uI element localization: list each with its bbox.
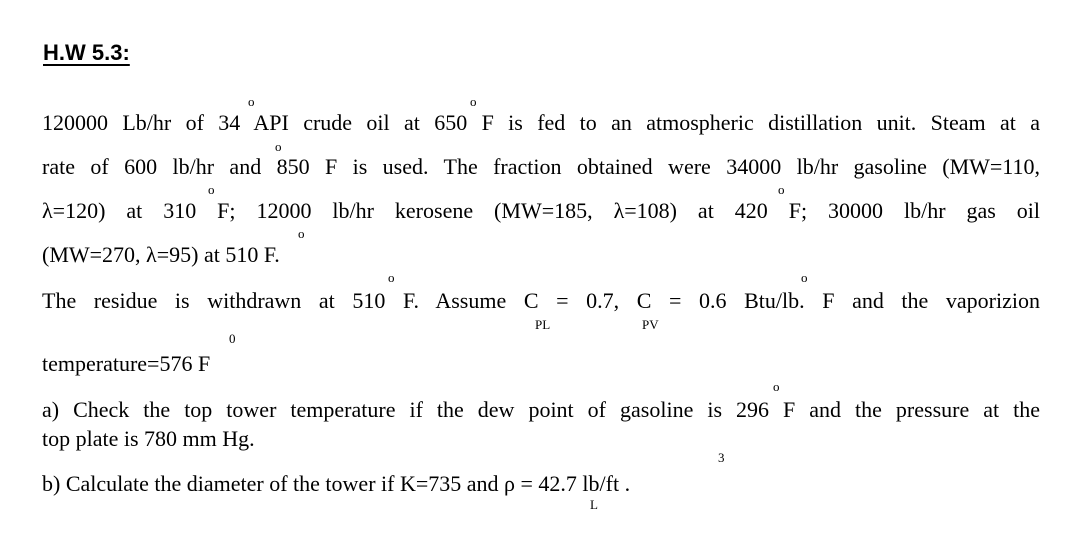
problem-line-3: λ=120) at 310 F; 12000 lb/hr kerosene (MW=185, λ=108) at 420 F; 30000 lb/hr gas oil bbox=[42, 198, 1040, 223]
question-a-line-2: top plate is 780 mm Hg. bbox=[42, 426, 255, 451]
degree-mark-gasoline: o bbox=[208, 182, 215, 197]
problem-line-2: rate of 600 lb/hr and 850 F is used. The fraction obtained were 34000 lb/hr gasoline (MW=110, bbox=[42, 154, 1040, 179]
degree-mark-cp: o bbox=[801, 270, 808, 285]
degree-mark-dewpoint: o bbox=[773, 379, 780, 394]
degree-mark-steam: o bbox=[275, 139, 282, 154]
problem-line-6: temperature=576 F bbox=[42, 351, 211, 376]
degree-mark-feed: o bbox=[470, 94, 477, 109]
problem-line-5: The residue is withdrawn at 510 F. Assume C = 0.7, C = 0.6 Btu/lb. F and the vaporizion bbox=[42, 288, 1040, 313]
degree-mark-gasoil: o bbox=[298, 226, 305, 241]
cubic-exponent: 3 bbox=[718, 450, 725, 465]
subscript-pl: PL bbox=[535, 317, 551, 332]
subscript-rho-l: L bbox=[590, 497, 598, 512]
question-a-line-1: a) Check the top tower temperature if the dew point of gasoline is 296 F and the pressure at the bbox=[42, 397, 1040, 422]
degree-mark-kerosene: o bbox=[778, 182, 785, 197]
degree-mark-vaporization: 0 bbox=[229, 331, 236, 346]
degree-mark-api: o bbox=[248, 94, 255, 109]
degree-mark-residue: o bbox=[388, 270, 395, 285]
problem-line-1: 120000 Lb/hr of 34 API crude oil at 650 F is fed to an atmospheric distillation unit. Steam at a bbox=[42, 110, 1040, 135]
problem-line-4: (MW=270, λ=95) at 510 F. bbox=[42, 242, 280, 267]
subscript-pv: PV bbox=[642, 317, 659, 332]
question-b: b) Calculate the diameter of the tower if K=735 and ρ = 42.7 lb/ft . bbox=[42, 471, 631, 496]
homework-title: H.W 5.3: bbox=[43, 40, 130, 65]
